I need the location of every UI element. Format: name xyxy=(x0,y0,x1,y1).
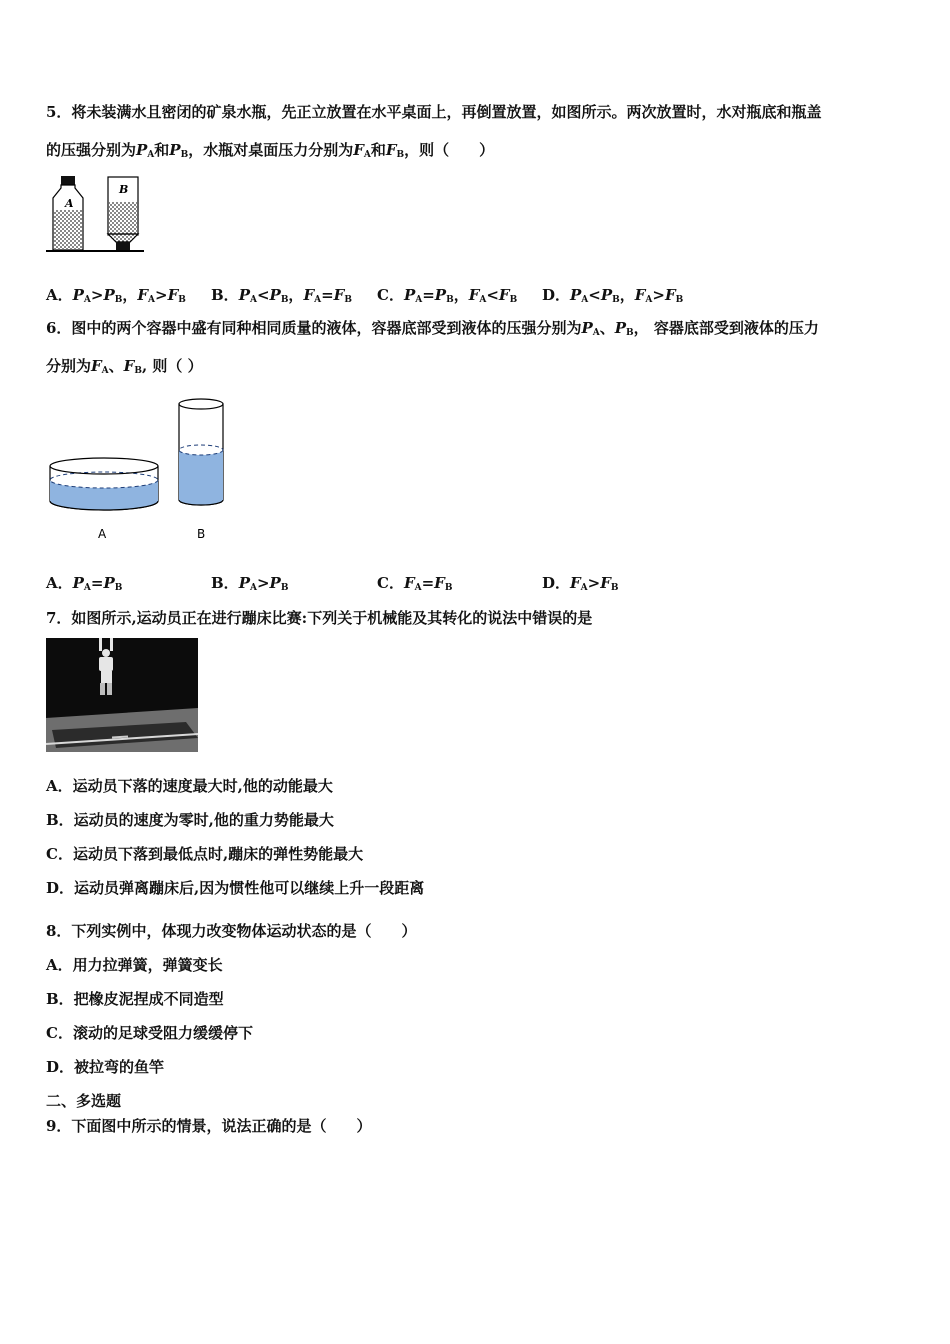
q7-option-b[interactable]: B．运动员的速度为零时,他的重力势能最大 xyxy=(46,811,334,829)
q6-stem-line1: 6．图中的两个容器中盛有同种相同质量的液体，容器底部受到液体的压强分别为$P_A$、$P_B$， 容器底部受到液体的压力 xyxy=(46,319,819,338)
bottle-a-water xyxy=(54,210,82,249)
q7-option-c[interactable]: C．运动员下落到最低点时,蹦床的弹性势能最大 xyxy=(46,845,364,863)
q6-option-a[interactable]: A．$P_A=P_B$ xyxy=(46,574,123,593)
q6-stem-line2: 分别为$F_A$、$F_B$, 则（ ） xyxy=(46,357,203,376)
container-a xyxy=(50,458,158,510)
q5-fig-label-a: A xyxy=(65,197,74,210)
q5-bottle-figure xyxy=(46,172,146,256)
q5-option-a[interactable]: A．$P_A>P_B$，$F_A>F_B$ xyxy=(46,286,186,305)
q8-option-a[interactable]: A．用力拉弹簧，弹簧变长 xyxy=(46,956,223,974)
q6-container-figure xyxy=(46,396,236,546)
q7-option-d[interactable]: D．运动员弹离蹦床后,因为惯性他可以继续上升一段距离 xyxy=(46,879,425,897)
q6-fig-label-a: A xyxy=(98,527,107,541)
q6-fig-label-b: B xyxy=(197,527,206,541)
bottle-b-neck xyxy=(108,234,138,242)
q8-stem: 8．下列实例中，体现力改变物体运动状态的是（ ） xyxy=(46,922,417,940)
q7-option-a[interactable]: A．运动员下落的速度最大时,他的动能最大 xyxy=(46,777,333,795)
q6-option-b[interactable]: B．$P_A>P_B$ xyxy=(211,574,289,593)
q8-option-b[interactable]: B．把橡皮泥捏成不同造型 xyxy=(46,990,224,1008)
q5-option-b[interactable]: B．$P_A<P_B$，$F_A=F_B$ xyxy=(211,286,352,305)
bottle-b-cap xyxy=(116,242,130,250)
container-b xyxy=(179,399,223,505)
q7-trampoline-photo xyxy=(46,638,198,752)
q8-option-c[interactable]: C．滚动的足球受阻力缓缓停下 xyxy=(46,1024,253,1042)
section-title-multiple-choice: 二、多选题 xyxy=(46,1092,122,1110)
q9-stem: 9．下面图中所示的情景，说法正确的是（ ） xyxy=(46,1117,372,1135)
q5-option-d[interactable]: D．$P_A<P_B$，$F_A>F_B$ xyxy=(542,286,684,305)
q8-option-d[interactable]: D．被拉弯的鱼竿 xyxy=(46,1058,165,1076)
q6-option-d[interactable]: D．$F_A>F_B$ xyxy=(542,574,619,593)
bottle-a-cap xyxy=(61,176,75,185)
q5-stem-line2: 的压强分别为$P_A$和$P_B$，水瓶对桌面压力分别为$F_A$和$F_B$，则（ ） xyxy=(46,141,495,160)
q6-option-c[interactable]: C．$F_A=F_B$ xyxy=(377,574,453,593)
q5-option-c[interactable]: C．$P_A=P_B$，$F_A<F_B$ xyxy=(377,286,518,305)
q5-stem-line1: 5．将未装满水且密闭的矿泉水瓶，先正立放置在水平桌面上，再倒置放置，如图所示。两次放置时，水对瓶底和瓶盖 xyxy=(46,103,822,121)
bottle-b-water xyxy=(109,202,137,234)
q7-stem: 7．如图所示,运动员正在进行蹦床比赛:下列关于机械能及其转化的说法中错误的是 xyxy=(46,609,593,627)
q5-fig-label-b: B xyxy=(119,183,129,196)
